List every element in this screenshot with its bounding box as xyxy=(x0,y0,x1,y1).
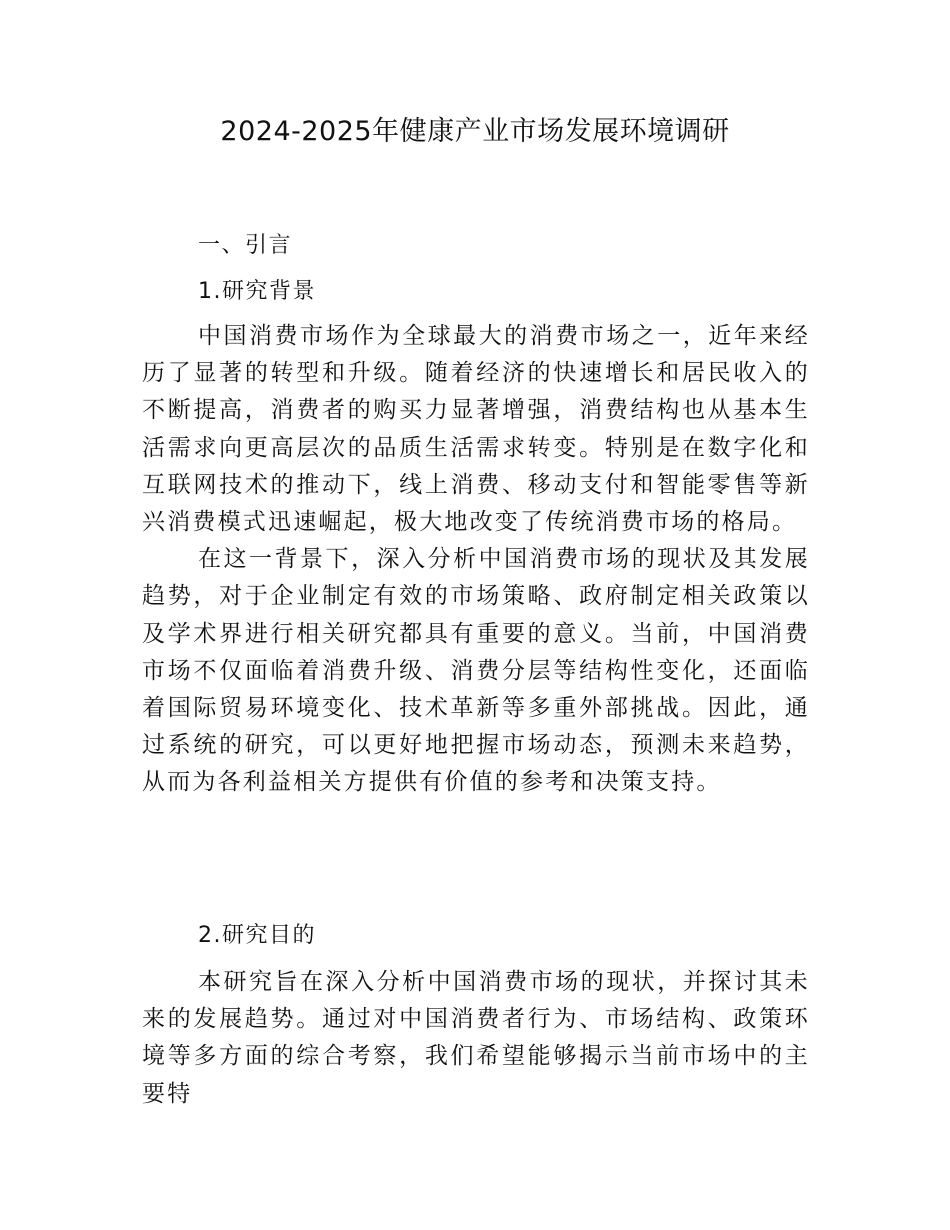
section-heading-introduction: 一、引言 xyxy=(198,233,293,258)
paragraph-purpose-1: 本研究旨在深入分析中国消费市场的现状，并探讨其未来的发展趋势。通过对中国消费者行为、市场结构、政策环境等多方面的综合考察，我们希望能够揭示当前市场中的主要特 xyxy=(142,969,810,1107)
subsection-heading-research-purpose: 2.研究目的 xyxy=(198,923,316,948)
paragraph-background-1: 中国消费市场作为全球最大的消费市场之一，近年来经历了显著的转型和升级。随着经济的快速增长和居民收入的不断提高，消费者的购买力显著增强，消费结构也从基本生活需求向更高层次的品质生活需求转变。特别是在数字化和互联网技术的推动下，线上消费、移动支付和智能零售等新兴消费模式迅速崛起，极大地改变了传统消费市场的格局。 xyxy=(142,323,810,536)
subsection-heading-research-background: 1.研究背景 xyxy=(198,279,316,304)
document-title: 2024-2025年健康产业市场发展环境调研 xyxy=(220,116,730,147)
background-body xyxy=(142,318,810,802)
paragraph-background-2: 在这一背景下，深入分析中国消费市场的现状及其发展趋势，对于企业制定有效的市场策略、政府制定相关政策以及学术界进行相关研究都具有重要的意义。当前，中国消费市场不仅面临着消费升级、消费分层等结构性变化，还面临着国际贸易环境变化、技术革新等多重外部挑战。因此，通过系统的研究，可以更好地把握市场动态，预测未来趋势，从而为各利益相关方提供有价值的参考和决策支持。 xyxy=(142,546,810,796)
purpose-body xyxy=(142,964,810,1113)
